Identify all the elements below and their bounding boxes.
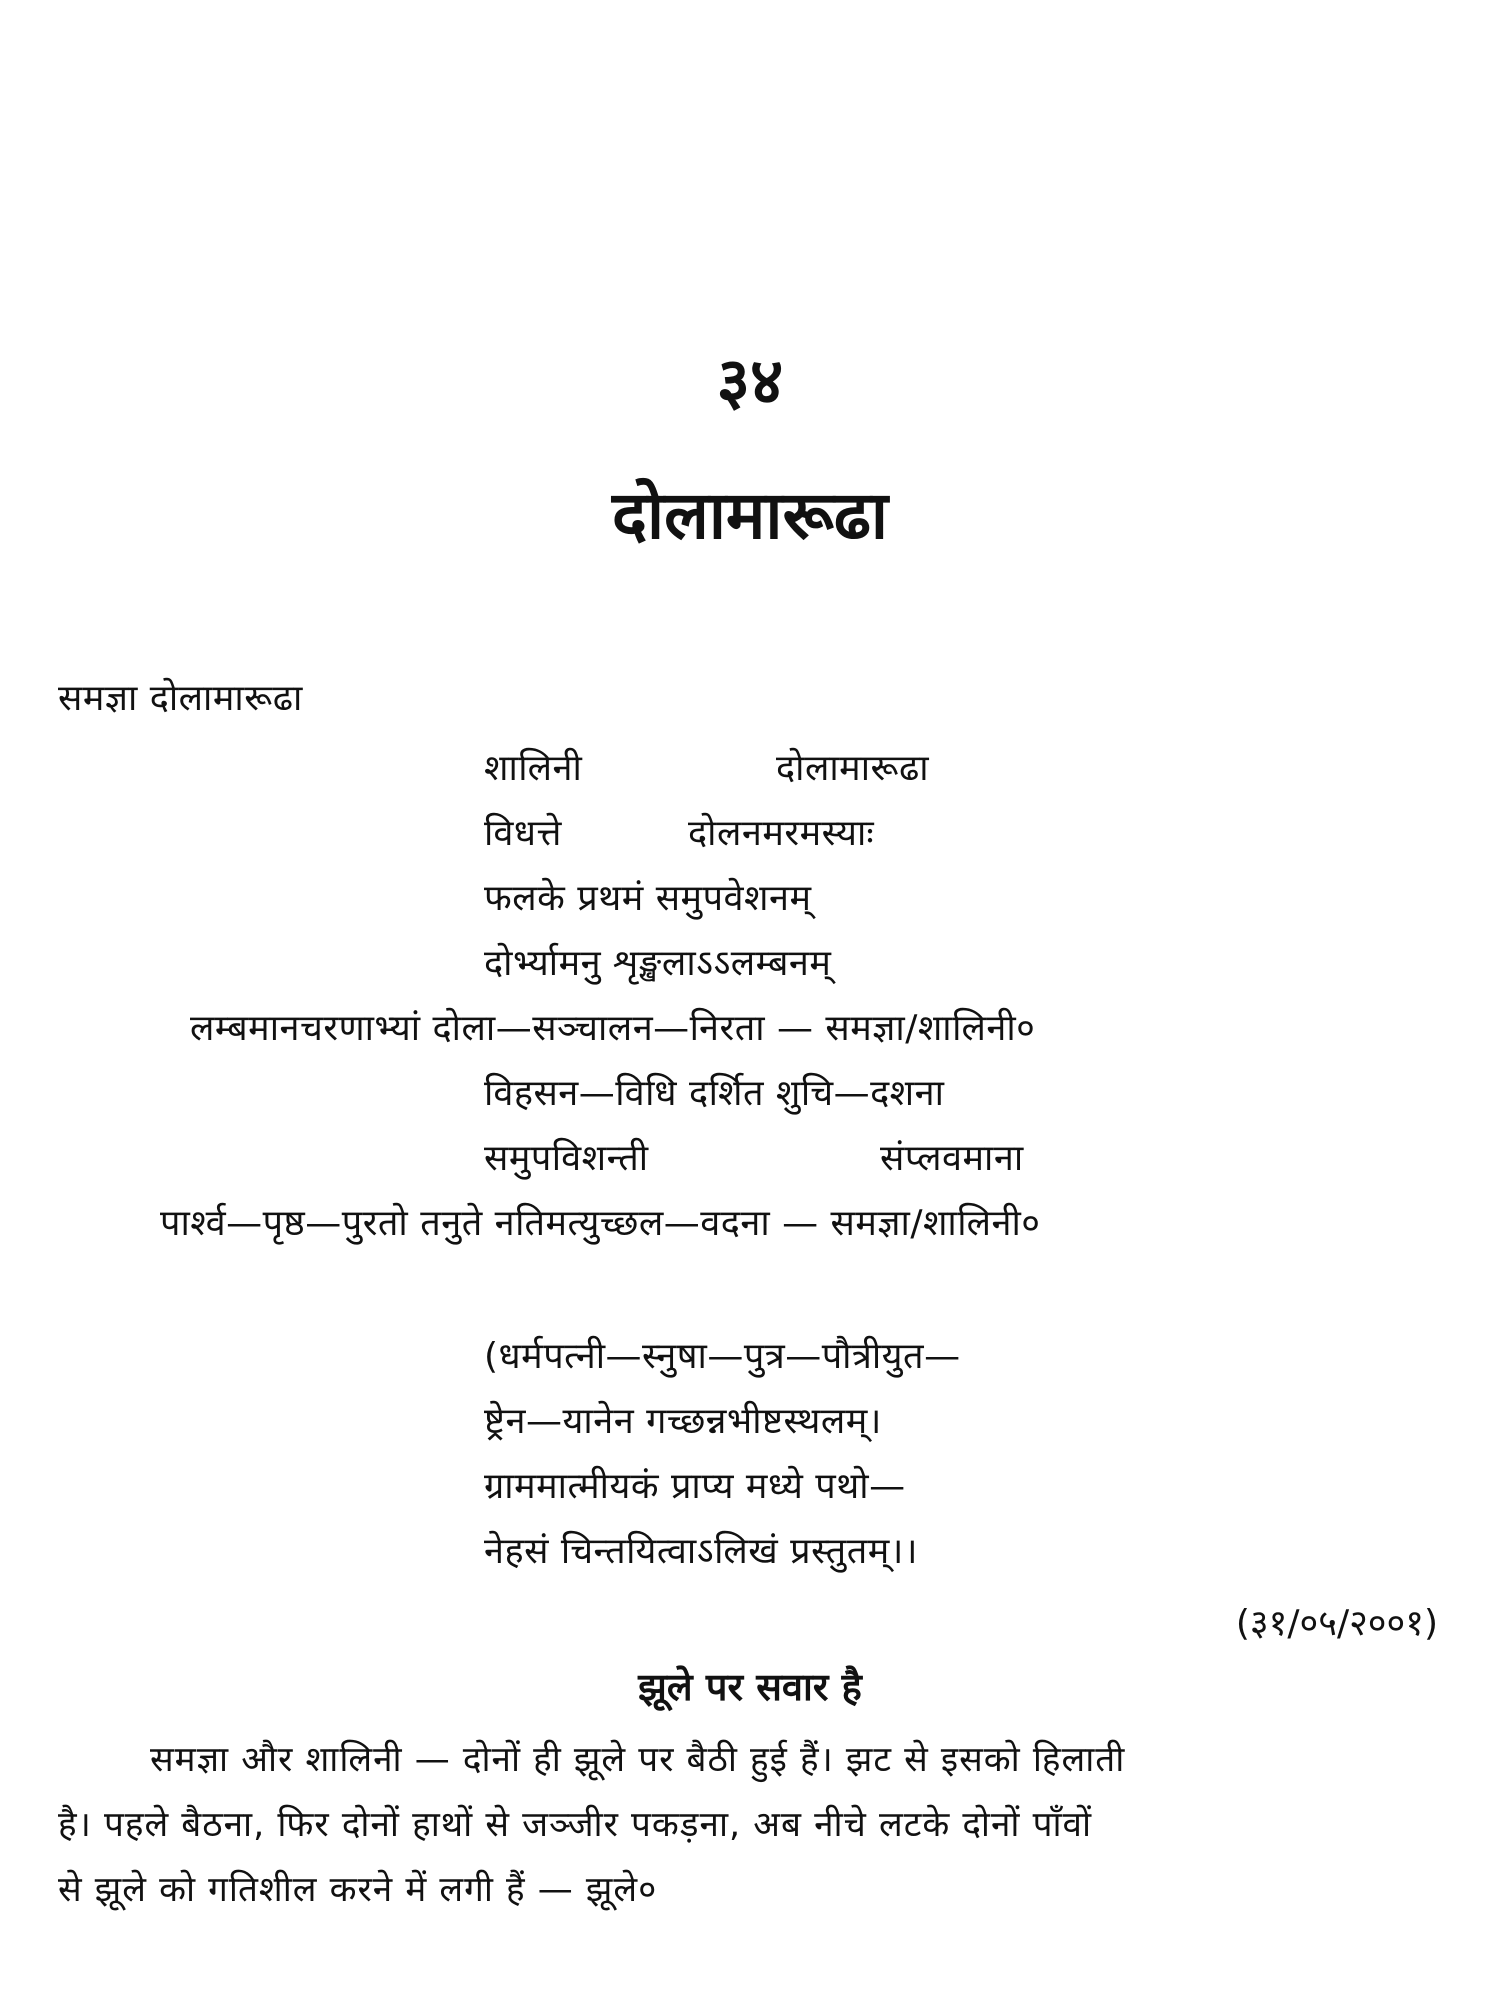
poem-line-6: विहसन—विधि दर्शित शुचि—दशना bbox=[484, 1073, 945, 1114]
poem-line-7a: समुपविशन्ती bbox=[484, 1138, 649, 1179]
poem-line-7b: संप्लवमाना bbox=[880, 1138, 1024, 1179]
chapter-number: ३४ bbox=[716, 345, 784, 419]
poem-line-1b: दोलामारूढा bbox=[776, 748, 930, 789]
poem-line-2b: दोलनमरमस्याः bbox=[688, 813, 875, 854]
poem-line-8: पार्श्व—पृष्ठ—पुरतो तनुते नतिमत्युच्छल—वदना — समज्ञा/शालिनी० bbox=[160, 1203, 1041, 1244]
poem-line-4: दोर्भ्यामनु शृङ्खलाऽऽलम्बनम् bbox=[484, 943, 832, 984]
poem-line-3: फलके प्रथमं समुपवेशनम् bbox=[484, 878, 812, 919]
poem-line-2a: विधत्ते bbox=[484, 813, 562, 854]
note-line-1: (धर्मपत्नी—स्नुषा—पुत्र—पौत्रीयुत— bbox=[484, 1336, 961, 1377]
poem-line-5: लम्बमानचरणाभ्यां दोला—सञ्चालन—निरता — समज्ञा/शालिनी० bbox=[190, 1008, 1036, 1049]
translation-line-2: है। पहले बैठना, फिर दोनों हाथों से जञ्जीर पकड़ना, अब नीचे लटके दोनों पाँवों bbox=[58, 1805, 1093, 1845]
translation-heading: झूले पर सवार है bbox=[638, 1665, 862, 1709]
note-line-4: नेहसं चिन्तयित्वाऽलिखं प्रस्तुतम्।। bbox=[484, 1531, 919, 1572]
note-line-2: ष्ट्रेन—यानेन गच्छन्नभीष्टस्थलम्। bbox=[484, 1401, 882, 1442]
translation-line-1: समज्ञा और शालिनी — दोनों ही झूले पर बैठी हुई हैं। झट से इसको हिलाती bbox=[150, 1740, 1126, 1780]
chapter-title: दोलामारूढा bbox=[611, 477, 889, 554]
poem-line-1a: शालिनी bbox=[484, 748, 583, 789]
composition-date: (३१/०५/२००१) bbox=[1235, 1603, 1438, 1644]
note-line-3: ग्राममात्मीयकं प्राप्य मध्ये पथो— bbox=[484, 1466, 906, 1507]
poem-intro: समज्ञा दोलामारूढा bbox=[58, 678, 303, 719]
translation-line-3: से झूले को गतिशील करने में लगी हैं — झूले० bbox=[58, 1870, 658, 1910]
